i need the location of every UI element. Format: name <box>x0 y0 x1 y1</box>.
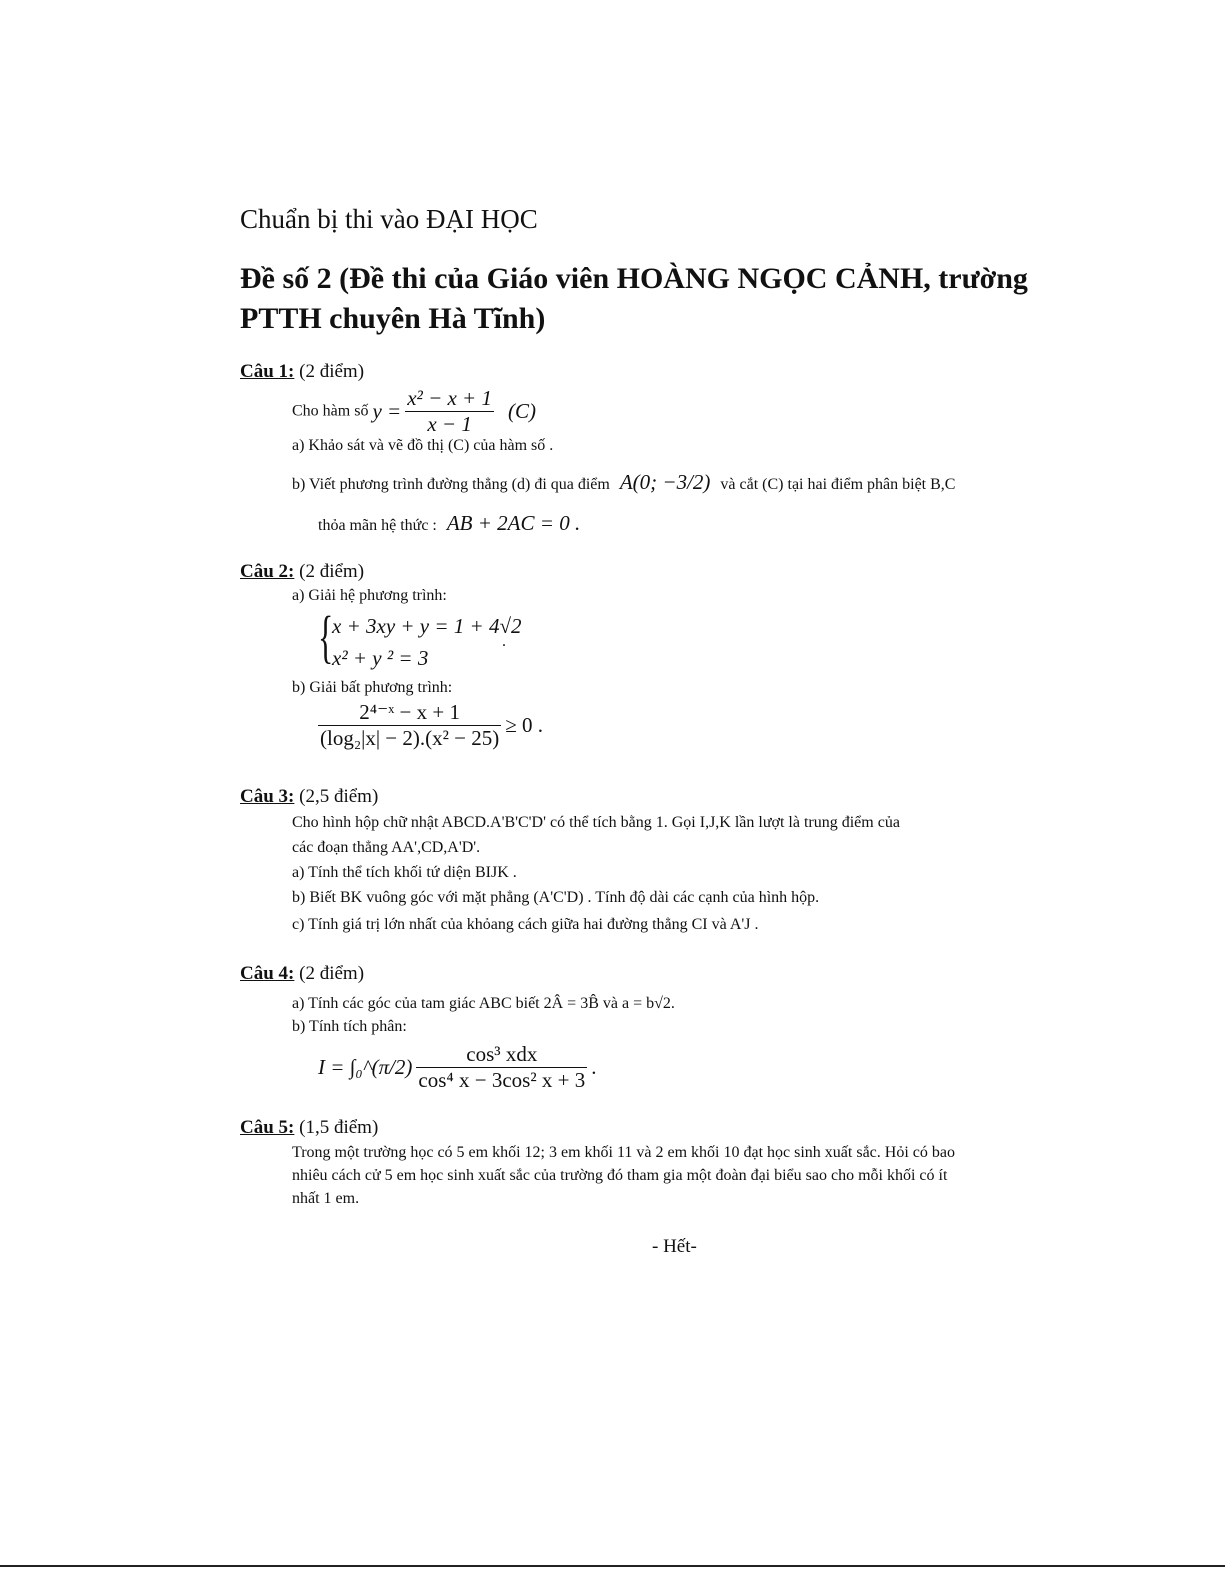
q4-integral-lhs: I = ∫₀^(π/2) <box>318 1055 413 1079</box>
q1-b-vector-relation: AB + 2AC = 0 . <box>446 511 581 535</box>
q1-part-a: a) Khảo sát và vẽ đồ thị (C) của hàm số . <box>292 437 554 454</box>
question-1-points: (2 điểm) <box>299 361 365 382</box>
q3-part-b: b) Biết BK vuông góc với mặt phẳng (A'C'D) . Tính độ dài các cạnh của hình hộp. <box>292 889 820 906</box>
question-2-label: Câu 2: <box>240 561 295 582</box>
question-3-heading <box>240 786 378 808</box>
q4-integral-denominator: cos⁴ x − 3cos² x + 3 <box>418 1068 586 1092</box>
page-bottom-border <box>0 1565 1225 1567</box>
q4-integral <box>318 1042 596 1093</box>
q3-part-a: a) Tính thể tích khối tứ diện BIJK . <box>292 864 517 881</box>
q1-func-lhs: y = <box>372 399 402 423</box>
q4-integral-fraction <box>416 1042 587 1093</box>
q4-part-a: a) Tính các góc của tam giác ABC biết 2Â = 3B̂ và a = b√2. <box>292 995 675 1012</box>
question-5-heading <box>240 1117 378 1139</box>
q2-ineq-rhs: ≥ 0 . <box>505 713 544 737</box>
end-marker: - Hết- <box>652 1236 697 1257</box>
q4-part-b: b) Tính tích phân: <box>292 1018 407 1035</box>
exam-title-line1: Đề số 2 (Đề thi của Giáo viên HOÀNG NGỌC CẢNH, trường <box>240 262 1028 295</box>
q2-ineq-denominator: (log₂|x| − 2).(x² − 25) <box>320 726 500 750</box>
q1-part-b <box>292 470 955 495</box>
question-1-heading <box>240 361 364 383</box>
q2-part-b: b) Giải bất phương trình: <box>292 679 453 696</box>
question-3-label: Câu 3: <box>240 786 295 807</box>
q2-system-eq1: x + 3xy + y = 1 + 4√2 <box>332 614 522 638</box>
prep-heading: Chuẩn bị thi vào ĐẠI HỌC <box>240 204 538 234</box>
q2-system-end: . <box>502 633 506 650</box>
q5-line3: nhất 1 em. <box>292 1190 360 1207</box>
q4-integral-numerator: cos³ xdx <box>416 1042 587 1068</box>
q1-b-condition <box>318 511 580 536</box>
q1-function <box>292 386 536 437</box>
q1-func-numerator: x² − x + 1 <box>407 386 492 410</box>
question-4-points: (2 điểm) <box>299 963 365 984</box>
q1-b-suffix: và cắt (C) tại hai điểm phân biệt B,C <box>720 476 956 493</box>
q3-part-c: c) Tính giá trị lớn nhất của khỏang cách giữa hai đường thẳng CI và A'J . <box>292 916 759 933</box>
q5-line2: nhiêu cách cử 5 em học sinh xuất sắc của trường đó tham gia một đoàn đại biểu sao cho mỗi khối có ít <box>292 1167 948 1184</box>
exam-title-line2: PTTH chuyên Hà Tĩnh) <box>240 302 546 335</box>
question-1-label: Câu 1: <box>240 361 295 382</box>
q1-b-point: A(0; −3/2) <box>619 470 711 494</box>
q1-intro: Cho hàm số <box>292 402 369 420</box>
question-2-heading <box>240 561 364 583</box>
q2-ineq-fraction <box>318 700 501 751</box>
question-4-heading <box>240 963 364 985</box>
q1-b-prefix: b) Viết phương trình đường thẳng (d) đi qua điểm <box>292 476 610 493</box>
q2-system-brace: { <box>318 604 334 669</box>
question-5-points: (1,5 điểm) <box>299 1117 379 1138</box>
q2-ineq-numerator: 2⁴⁻ˣ − x + 1 <box>318 700 501 726</box>
question-3-points: (2,5 điểm) <box>299 786 379 807</box>
q1-b-cond-prefix: thỏa mãn hệ thức : <box>318 517 437 534</box>
q2-inequality <box>318 700 543 751</box>
q2-part-a: a) Giải hệ phương trình: <box>292 587 447 604</box>
question-5-label: Câu 5: <box>240 1117 295 1138</box>
question-2-points: (2 điểm) <box>299 561 365 582</box>
q2-system-eq2: x² + y ² = 3 <box>332 646 429 670</box>
q3-intro-line2: các đoạn thẳng AA',CD,A'D'. <box>292 839 481 856</box>
q1-func-denominator: x − 1 <box>427 412 472 436</box>
question-4-label: Câu 4: <box>240 963 295 984</box>
q1-func-name: (C) <box>507 399 536 423</box>
q4-integral-end: . <box>591 1055 597 1079</box>
q3-intro-line1: Cho hình hộp chữ nhật ABCD.A'B'C'D' có thể tích bằng 1. Gọi I,J,K lần lượt là trung điểm của <box>292 814 900 831</box>
q5-line1: Trong một trường học có 5 em khối 12; 3 em khối 11 và 2 em khối 10 đạt học sinh xuất sắc. Hỏi có bao <box>292 1144 955 1161</box>
q1-fraction <box>405 386 494 437</box>
